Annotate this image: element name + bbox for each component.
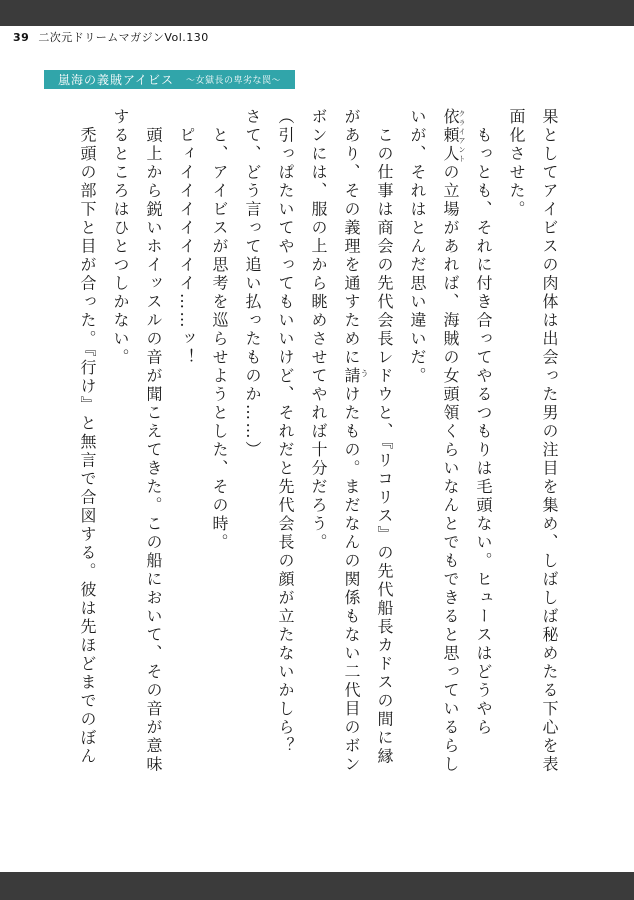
text-column: と、アイビスが思考を巡らせようとした、その時。	[210, 108, 229, 552]
text-column: この仕事は商会の先代会長レドウと、『リコリス』の先代船長カドスの間に縁	[375, 108, 394, 766]
text-column: （引っぱたいてやってもいいけど、それだと先代会長の顔が立たないかしら？	[276, 108, 295, 756]
text-column: 禿頭の部下と目が合った。『行け』と無言で合図する。彼は先ほどまでのぼん	[78, 108, 97, 766]
page-number: 39	[13, 31, 30, 44]
furigana-client: クライアント	[458, 110, 466, 164]
text-column: いが、それはとんだ思い違いだ。	[408, 108, 427, 386]
text-column: 頭上から鋭いホイッスルの音が聞こえてきた。この船において、その音が意味	[144, 108, 163, 774]
magazine-title: 二次元ドリームマガジンVol.130	[38, 31, 209, 44]
chapter-title-banner	[44, 70, 295, 89]
bottom-frame-bar	[0, 872, 634, 900]
top-frame-bar	[0, 0, 634, 26]
furigana-u: う	[360, 369, 369, 377]
text-column: 面化させた。	[507, 108, 526, 219]
text-column: するところはひとつしかない。	[111, 108, 130, 367]
text-column: ボンには、服の上から眺めさせてやれば十分だろう。	[309, 108, 328, 552]
chapter-title: 嵐海の義賊アイビス	[58, 73, 174, 87]
text-column: もっとも、それに付き合ってやるつもりは毛頭ない。ヒュースはどうやら	[474, 108, 493, 737]
text-column: があり、その義理を通すために請けたもの。まだなんの関係もない二代目のボン	[342, 108, 361, 774]
page-header	[13, 29, 209, 45]
text-column: さて、どう言って追い払ったものか……）	[243, 108, 262, 460]
text-column: 依頼人の立場があれば、海賊の女頭領くらいなんとでもできると思っているらし	[441, 108, 460, 774]
novel-text-block	[71, 108, 566, 780]
text-column: 果としてアイビスの肉体は出会った男の注目を集め、しばしば秘めたる下心を表	[540, 108, 559, 774]
text-column: ピィイイイイイイイ……ッ！	[177, 108, 196, 367]
chapter-subtitle: ～女獄長の卑劣な罠～	[185, 76, 281, 86]
